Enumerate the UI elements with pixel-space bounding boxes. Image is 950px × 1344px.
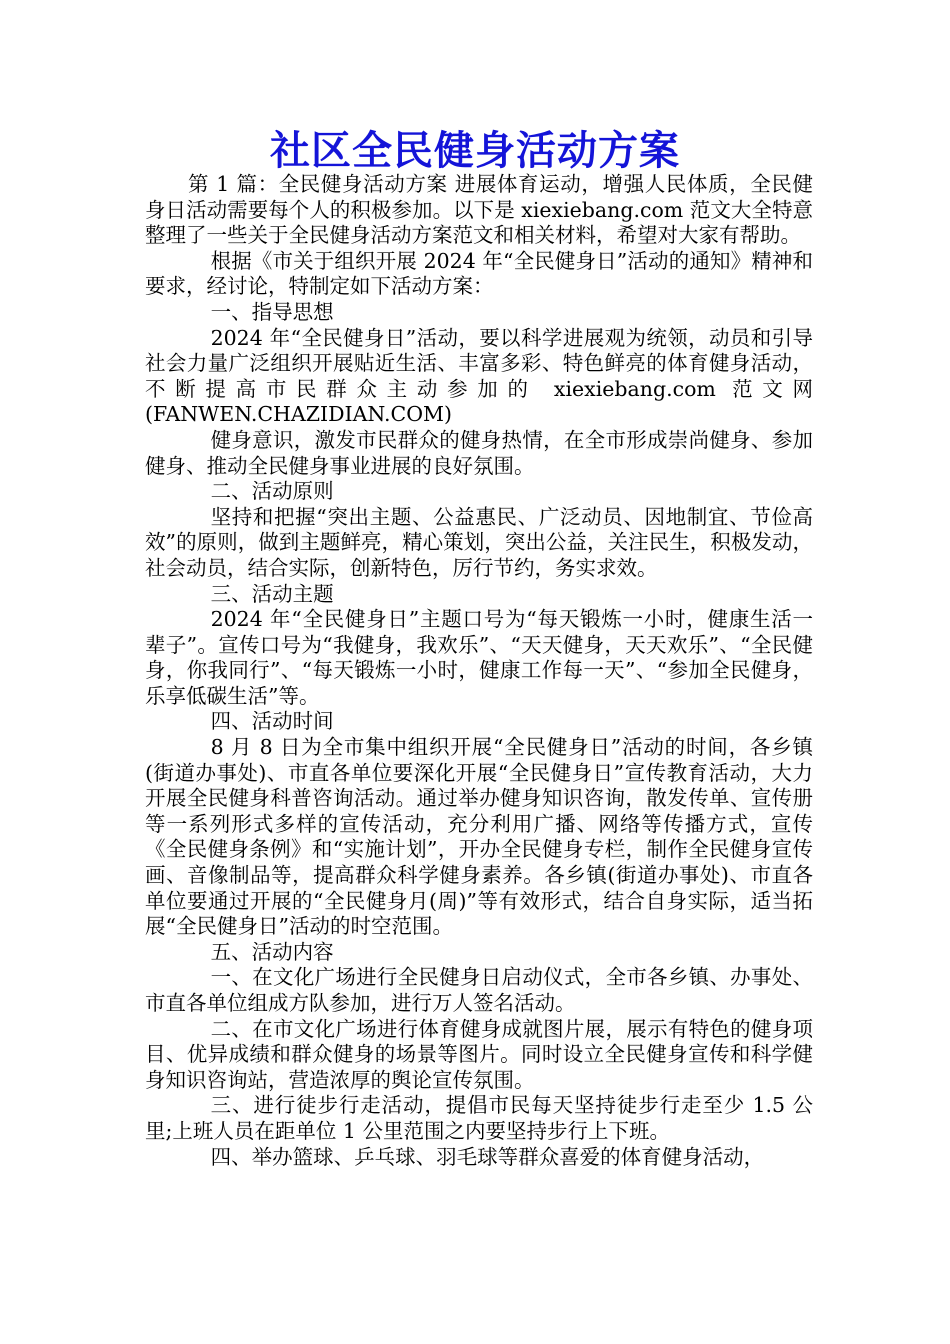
paragraph-time: 8 月 8 日为全市集中组织开展“全民健身日”活动的时间，各乡镇(街道办事处)、市直各单位要深化开展“全民健身日”宣传教育活动，大力开展全民健身科普咨询活动。通过举办健身知识咨询，散发传单、宣传册等一系列形式多样的宣传活动，充分利用广播、网络等传播方式，宣传《全民健身条例》和“实施计划”，开办全民健身专栏，制作全民健身宣传画、音像制品等，提高群众科学健身素养。各乡镇(街道办事处)、市直各单位要通过开展的“全民健身月(周)”等有效形式，结合自身实际，适当拓展“全民健身日”活动的时空范围。	[145, 735, 813, 939]
document-title: 社区全民健身活动方案	[270, 127, 680, 174]
paragraph-basis: 根据《市关于组织开展 2024 年“全民健身日”活动的通知》精神和要求，经讨论，特制定如下活动方案：	[145, 248, 813, 299]
section-heading-principles: 二、活动原则	[210, 479, 334, 504]
paragraph-content-2: 二、在市文化广场进行体育健身成就图片展，展示有特色的健身项目、优异成绩和群众健身的场景等图片。同时设立全民健身宣传和科学健身知识咨询站，营造浓厚的舆论宣传氛围。	[145, 1016, 813, 1092]
paragraph-guiding-ideology: 2024 年“全民健身日”活动，要以科学进展观为统领，动员和引导社会力量广泛组织开展贴近生活、丰富多彩、特色鲜亮的体育健身活动，不断提高市民群众主动参加的 xiexiebang.com 范文网(FANWEN.CHAZIDIAN.COM)	[145, 325, 813, 427]
section-heading-theme: 三、活动主题	[210, 581, 334, 606]
paragraph-content-4: 四、举办篮球、乒乓球、羽毛球等群众喜爱的体育健身活动，	[210, 1144, 765, 1169]
paragraph-intro: 第 1 篇：全民健身活动方案 进展体育运动，增强人民体质，全民健身日活动需要每个人的积极参加。以下是 xiexiebang.com 范文大全特意整理了一些关于全民健身活动方案范文和相关材料，希望对大家有帮助。	[145, 172, 813, 248]
section-heading-content: 五、活动内容	[210, 939, 334, 964]
paragraph-fitness-awareness: 健身意识，激发市民群众的健身热情，在全市形成崇尚健身、参加健身、推动全民健身事业进展的良好氛围。	[145, 427, 813, 478]
paragraph-theme: 2024 年“全民健身日”主题口号为“每天锻炼一小时，健康生活一辈子”。宣传口号为“我健身，我欢乐”、“天天健身，天天欢乐”、“全民健身，你我同行”、“每天锻炼一小时，健康工作每一天”、“参加全民健身，乐享低碳生活”等。	[145, 607, 813, 708]
paragraph-principles: 坚持和把握“突出主题、公益惠民、广泛动员、因地制宜、节俭高效”的原则，做到主题鲜亮，精心策划，突出公益，关注民生，积极发动，社会动员，结合实际，创新特色，厉行节约，务实求效。	[145, 504, 813, 580]
paragraph-content-1: 一、在文化广场进行全民健身日启动仪式，全市各乡镇、办事处、市直各单位组成方队参加，进行万人签名活动。	[145, 965, 813, 1015]
paragraph-content-3: 三、进行徒步行走活动，提倡市民每天坚持徒步行走至少 1.5 公里;上班人员在距单位 1 公里范围之内要坚持步行上下班。	[145, 1093, 813, 1143]
section-heading-guiding-ideology: 一、指导思想	[210, 299, 334, 324]
document-body	[145, 172, 813, 1170]
section-heading-time: 四、活动时间	[210, 709, 334, 734]
